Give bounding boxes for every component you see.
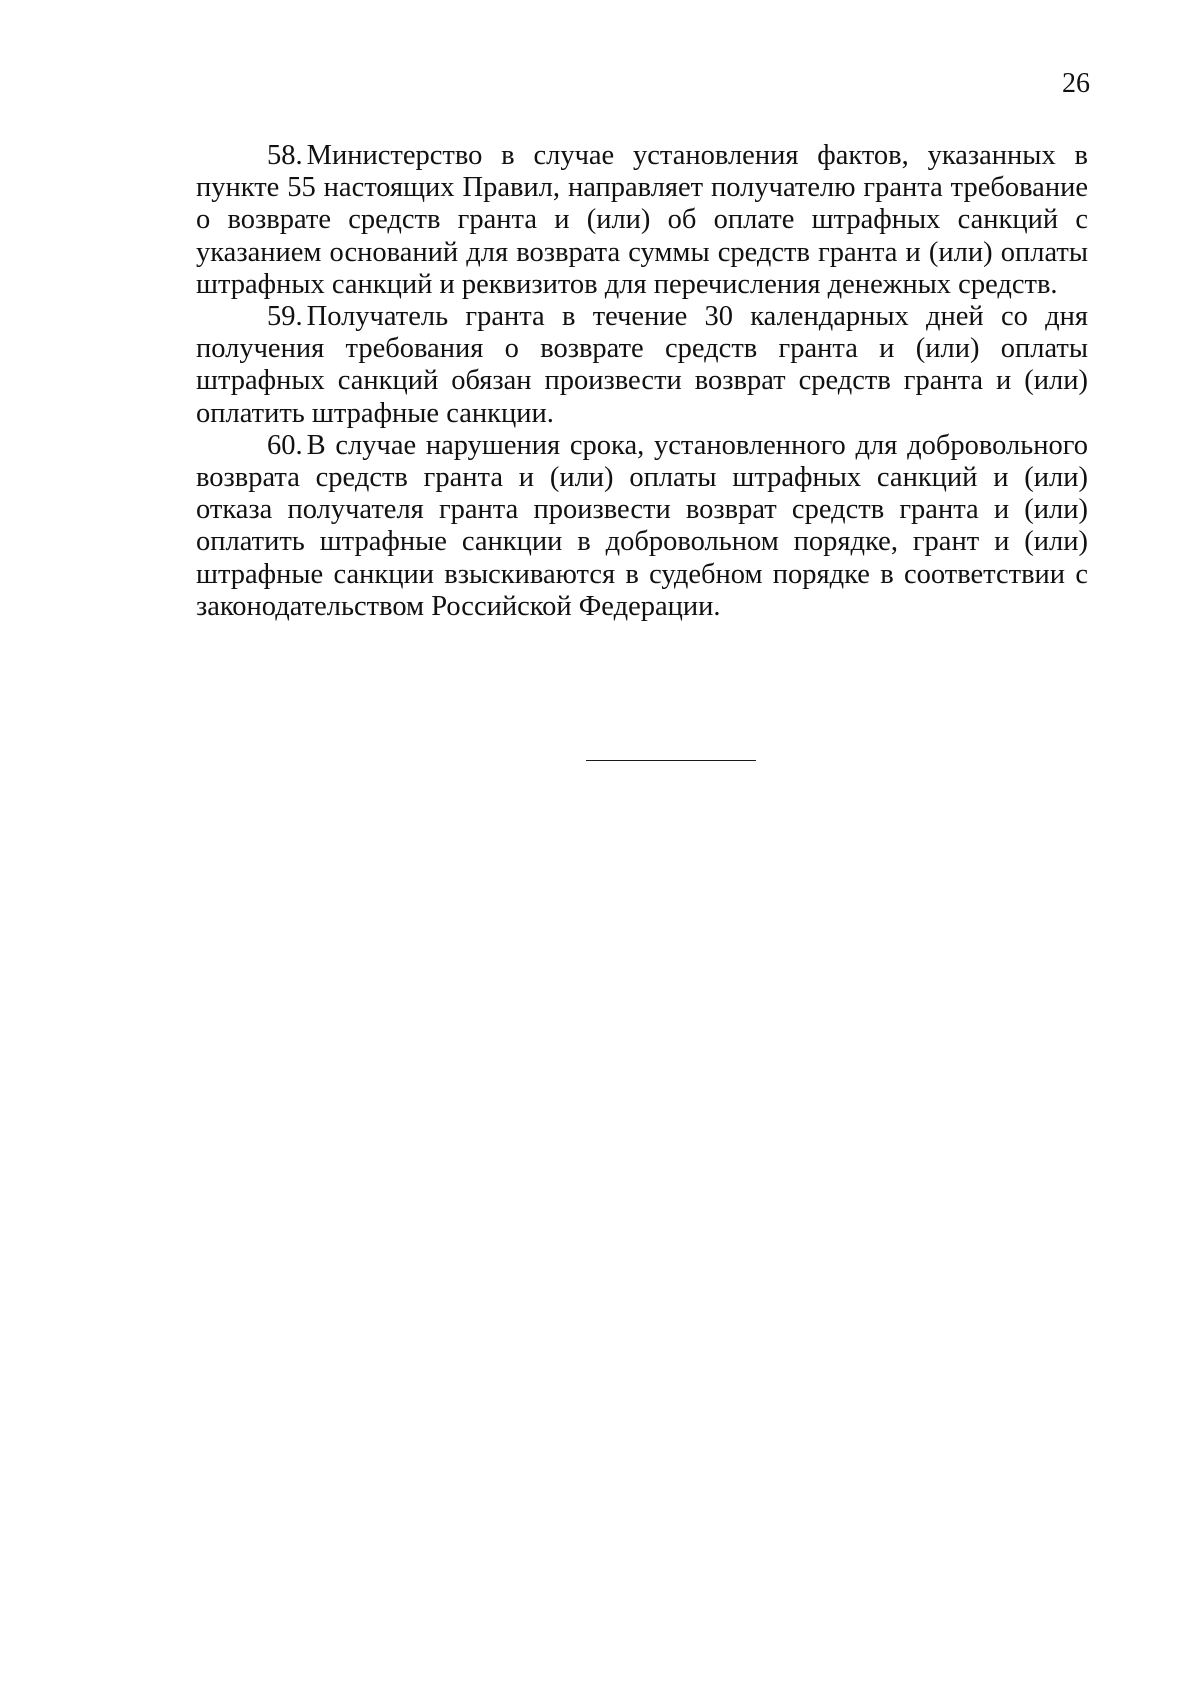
page-number: 26 — [1062, 68, 1090, 99]
paragraph-59 — [196, 301, 1088, 430]
paragraph-60 — [196, 430, 1088, 623]
paragraph-58 — [196, 140, 1088, 301]
paragraph-text: Получатель гранта в течение 30 календарных дней со дня получения требования о возврате средств гранта и (или) оплаты штрафных санкций обязан произвести возврат средств гранта и (или) оплатить штрафные санкции. — [196, 301, 1088, 429]
paragraph-text: В случае нарушения срока, установленного для добровольного возврата средств гранта и (или) оплаты штрафных санкций и (или) отказа получателя гранта произвести возврат средств гранта и (или) оплатить штрафные санкции в добровольном порядке, грант и (или) штрафные санкции взыскиваются в судебном порядке в соответствии с законодательством Российской Федерации. — [196, 429, 1088, 622]
paragraph-text: Министерство в случае установления фактов, указанных в пункте 55 настоящих Правил, направляет получателю гранта требование о возврате средств гранта и (или) об оплате штрафных санкций с указанием оснований для возврата суммы средств гранта и (или) оплаты штрафных санкций и реквизитов для перечисления денежных средств. — [196, 140, 1088, 300]
paragraph-number: 58. — [267, 140, 303, 171]
paragraph-number: 59. — [267, 301, 303, 333]
paragraph-number: 60. — [267, 429, 303, 461]
document-body — [196, 140, 1088, 623]
closing-divider — [586, 760, 756, 761]
